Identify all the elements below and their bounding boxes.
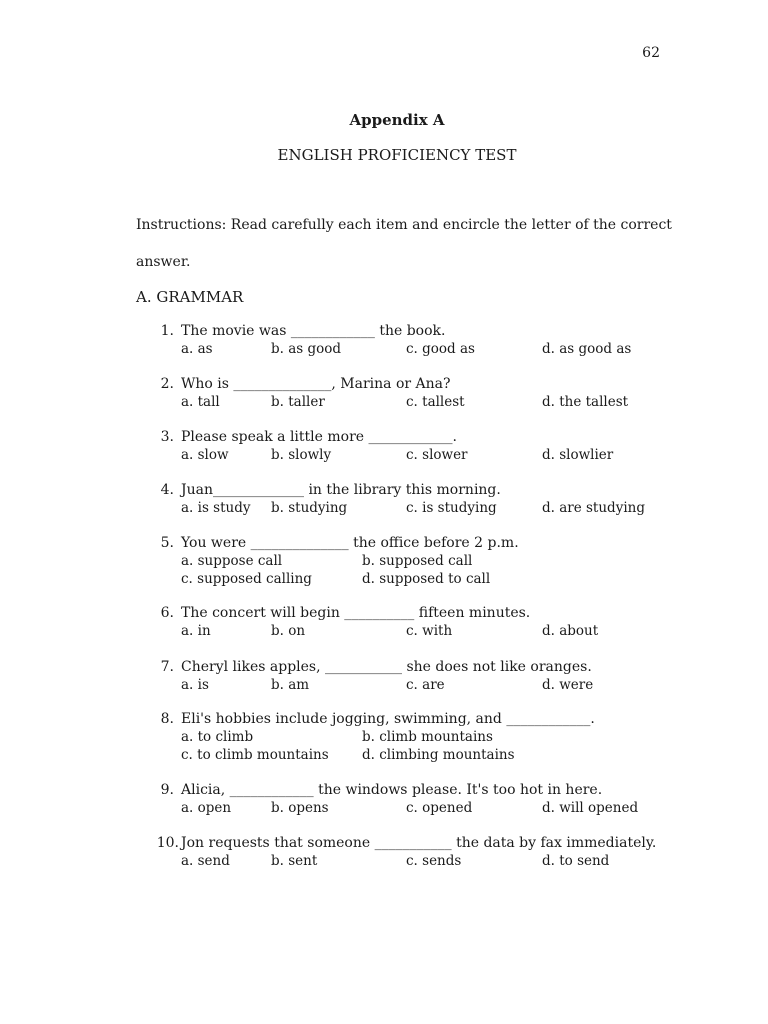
option-c[interactable]: c. tallest — [406, 394, 465, 410]
option-d[interactable]: d. slowlier — [542, 447, 614, 463]
option-a[interactable]: a. open — [181, 800, 232, 816]
option-d[interactable]: d. will opened — [542, 800, 639, 816]
option-b[interactable]: b. studying — [271, 500, 348, 516]
option-d[interactable]: d. to send — [542, 853, 610, 869]
option-a[interactable]: a. to climb — [181, 729, 254, 745]
question-item — [0, 376, 768, 416]
question-number: 3. — [160, 429, 174, 445]
question-number: 2. — [160, 376, 174, 392]
option-a[interactable]: a. send — [181, 853, 230, 869]
option-a[interactable]: a. as — [181, 341, 213, 357]
option-b[interactable]: b. taller — [271, 394, 325, 410]
option-a[interactable]: a. in — [181, 623, 211, 639]
option-b[interactable]: b. opens — [271, 800, 329, 816]
question-stem: Jon requests that someone ___________ the data by fax immediately. — [181, 835, 657, 851]
section-heading: A. GRAMMAR — [136, 288, 244, 306]
option-d[interactable]: d. as good as — [542, 341, 632, 357]
option-d[interactable]: d. climbing mountains — [362, 747, 515, 763]
option-a[interactable]: a. suppose call — [181, 553, 283, 569]
option-a[interactable]: a. is — [181, 677, 209, 693]
option-b[interactable]: b. climb mountains — [362, 729, 493, 745]
option-c[interactable]: c. with — [406, 623, 453, 639]
question-number: 1. — [160, 323, 174, 339]
page-number: 62 — [642, 45, 660, 61]
option-a[interactable]: a. slow — [181, 447, 229, 463]
question-item — [0, 535, 768, 591]
question-item — [0, 711, 768, 767]
option-d[interactable]: d. were — [542, 677, 594, 693]
question-item — [0, 782, 768, 822]
option-d[interactable]: d. are studying — [542, 500, 645, 516]
question-stem: The concert will begin __________ fifteen minutes. — [181, 605, 531, 621]
question-number: 5. — [160, 535, 174, 551]
option-c[interactable]: c. slower — [406, 447, 468, 463]
option-d[interactable]: d. supposed to call — [362, 571, 491, 587]
test-title: ENGLISH PROFICIENCY TEST — [277, 146, 517, 164]
option-b[interactable]: b. on — [271, 623, 306, 639]
option-c[interactable]: c. to climb mountains — [181, 747, 329, 763]
question-stem: The movie was ____________ the book. — [181, 323, 446, 339]
question-stem: You were ______________ the office before 2 p.m. — [181, 535, 519, 551]
instructions-line-2: answer. — [136, 254, 191, 270]
question-number: 9. — [160, 782, 174, 798]
option-c[interactable]: c. are — [406, 677, 445, 693]
option-b[interactable]: b. supposed call — [362, 553, 473, 569]
option-c[interactable]: c. supposed calling — [181, 571, 312, 587]
appendix-title: Appendix A — [349, 111, 445, 129]
question-number: 8. — [160, 711, 174, 727]
option-b[interactable]: b. am — [271, 677, 310, 693]
option-d[interactable]: d. about — [542, 623, 599, 639]
option-c[interactable]: c. sends — [406, 853, 462, 869]
question-stem: Alicia, ____________ the windows please. It's too hot in here. — [181, 782, 603, 798]
question-item — [0, 429, 768, 469]
question-number: 7. — [160, 659, 174, 675]
option-a[interactable]: a. tall — [181, 394, 220, 410]
question-item — [0, 482, 768, 522]
question-item — [0, 659, 768, 699]
question-number: 6. — [160, 605, 174, 621]
option-b[interactable]: b. as good — [271, 341, 342, 357]
option-c[interactable]: c. opened — [406, 800, 473, 816]
option-c[interactable]: c. is studying — [406, 500, 497, 516]
option-b[interactable]: b. slowly — [271, 447, 332, 463]
question-item — [0, 323, 768, 363]
question-stem: Juan_____________ in the library this morning. — [181, 482, 501, 498]
question-stem: Please speak a little more ____________. — [181, 429, 457, 445]
option-c[interactable]: c. good as — [406, 341, 475, 357]
option-b[interactable]: b. sent — [271, 853, 318, 869]
option-a[interactable]: a. is study — [181, 500, 251, 516]
question-stem: Eli's hobbies include jogging, swimming, and ____________. — [181, 711, 595, 727]
question-number: 4. — [160, 482, 174, 498]
instructions-line-1: Instructions: Read carefully each item and encircle the letter of the correct — [136, 217, 672, 233]
question-item — [0, 835, 768, 875]
option-d[interactable]: d. the tallest — [542, 394, 629, 410]
question-stem: Cheryl likes apples, ___________ she does not like oranges. — [181, 659, 592, 675]
question-stem: Who is ______________, Marina or Ana? — [181, 376, 451, 392]
question-item — [0, 605, 768, 645]
question-number: 10. — [156, 835, 179, 851]
